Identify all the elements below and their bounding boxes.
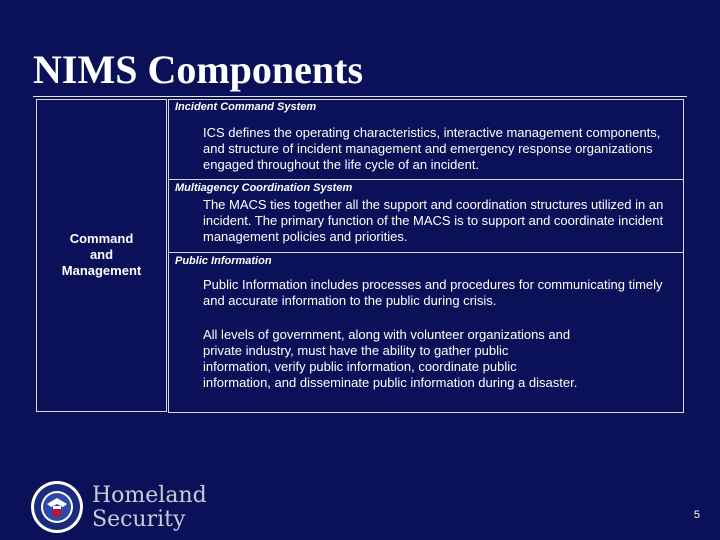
section-divider-2: [168, 252, 684, 253]
macs-description: The MACS ties together all the support and coordination structures utilized in an incident. The primary function of the MACS is to support and coordinate incident management policies and priorities.: [203, 197, 664, 244]
ics-description: ICS defines the operating characteristics, interactive management components, and structure of incident management and emergency response organizations engaged throughout the life cycle of an incident.: [203, 125, 661, 172]
ics-heading: Incident Command System: [175, 101, 317, 113]
title-underline: [33, 96, 687, 97]
logo-wordmark: [92, 484, 207, 532]
slide-title: NIMS Components: [33, 47, 364, 92]
logo-word-2: Security: [92, 507, 186, 532]
public-info-heading: Public Information: [175, 255, 272, 267]
dhs-seal-icon: [30, 480, 84, 534]
macs-heading: Multiagency Coordination System: [175, 182, 353, 194]
public-info-description: Public Information includes processes and procedures for communicating timely and accurate information to the public during crisis.: [203, 277, 663, 308]
public-info-government-note: All levels of government, along with volunteer organizations and private industry, must have the ability to gather public information, verify public information, coordinate public information, and disseminate public information during a disaster.: [203, 327, 578, 390]
category-label: Command and Management: [61, 231, 142, 278]
logo-word-1: Homeland: [92, 483, 207, 508]
homeland-security-logo: [30, 480, 230, 536]
page-number: 5: [693, 509, 700, 521]
section-divider-1: [168, 179, 684, 180]
